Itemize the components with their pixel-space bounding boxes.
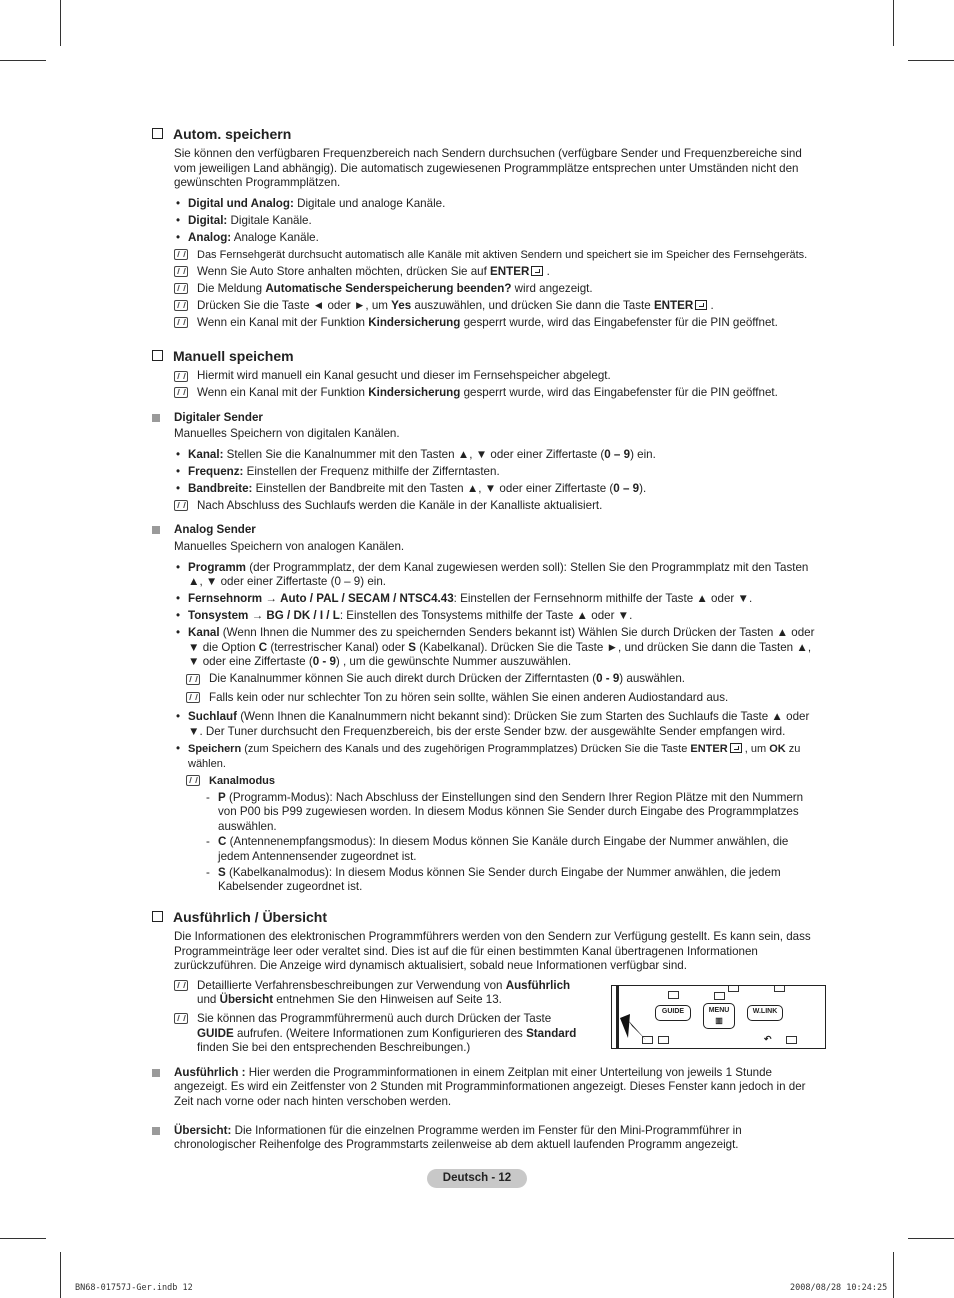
note-icon <box>174 249 188 260</box>
remote-key-icon <box>774 985 785 992</box>
remote-key-icon <box>642 1036 653 1044</box>
list-item: • Speichern (zum Speichern des Kanals und des zugehörigen Programmplatzes) Drücken Sie die Taste ENTER , um OK zu wählen. <box>176 741 801 770</box>
note: Drücken Sie die Taste ◄ oder ►, um Yes auszuwählen, und drücken Sie dann die Taste ENTER . <box>174 299 822 314</box>
list-item: • Suchlauf (Wenn Ihnen die Kanalnummern nicht bekannt sind): Drücken Sie zum Starten des Suchlaufs die Taste ▲ oder ▼. Der Tuner durchsucht den Frequenzbereich, bis der erste Sender bzw. der ausgewählte Sender empfangen wird. <box>176 710 810 738</box>
print-date-info: 2008/08/28 10:24:25 <box>790 1283 888 1293</box>
list-item: • Bandbreite: Einstellen der Bandbreite mit den Tasten ▲, ▼ oder einer Ziffertaste (0 – 9). <box>176 481 647 495</box>
note: Wenn ein Kanal mit der Funktion Kindersicherung gesperrt wurde, wird das Eingabefenster für die PIN geöffnet. <box>174 316 822 331</box>
crop-mark <box>60 1252 61 1298</box>
note-icon <box>186 775 200 786</box>
checkbox-icon <box>152 911 163 922</box>
note-icon <box>186 692 200 703</box>
note: Hiermit wird manuell ein Kanal gesucht und dieser im Fernsehspeicher abgelegt. <box>174 369 822 384</box>
list-item: • Analog: Analoge Kanäle. <box>176 230 319 244</box>
note-icon <box>174 317 188 328</box>
list-item: • Programm (der Programmplatz, der dem Kanal zugewiesen werden soll): Stellen Sie den Programmplatz mit den Tasten ▲, ▼ oder einer Ziffertaste (0 – 9) ein. <box>176 560 809 589</box>
subsection-heading: Digitaler Sender <box>152 411 822 426</box>
list-item: • Digital: Digitale Kanäle. <box>176 213 312 227</box>
square-bullet-icon <box>152 1127 160 1135</box>
note: Wenn Sie Auto Store anhalten möchten, drücken Sie auf ENTER . <box>174 265 822 280</box>
square-bullet-icon <box>152 414 160 422</box>
note-icon <box>186 674 200 685</box>
enter-icon <box>531 266 543 276</box>
checkbox-icon <box>152 350 163 361</box>
square-bullet-icon <box>152 526 160 534</box>
list-item: - P (Programm-Modus): Nach Abschluss der Einstellungen sind den Sendern Ihrer Region Plätze mit den Nummern von P00 bis P99 zugewiesen worden. In diesem Modus können Sie Sender durch Eingabe des Programmplatzes auswählen. <box>206 790 804 833</box>
return-icon: ↶ <box>764 1034 772 1044</box>
list-item: Übersicht: Die Informationen für die einzelnen Programme werden im Fenster für den Mini-Programmführer in chronologischer Reihenfolge des Programmstarts zeilenweise ab dem aktuell laufenden Programm angezeigt. <box>152 1124 822 1153</box>
hand-icon <box>174 1013 188 1024</box>
note: Falls kein oder nur schlechter Ton zu hören sein sollte, wählen Sie einen anderen Audiostandard aus. <box>186 691 822 706</box>
list-item: - S (Kabelkanalmodus): In diesem Modus können Sie Sender durch Eingabe der Nummer anwählen, die jedem Kabelsender zugeordnet ist. <box>206 865 781 894</box>
note-icon <box>174 980 188 991</box>
guide-button: GUIDE <box>655 1005 691 1021</box>
crop-mark <box>0 60 46 61</box>
remote-key-icon <box>668 991 679 999</box>
section-manuell-speichern: Manuell speichem Hiermit wird manuell ein Kanal gesucht und dieser im Fernsehspeicher abgelegt. Wenn ein Kanal mit der Funktion Kindersicherung gesperrt wurde, wird das Eingabefenster für die PIN geöffnet. Digitaler Sender Manuelles Speichern von digitalen Kanälen. • Kanal: Stellen Sie die Kanalnummer mit den Tasten ▲, ▼ oder einer Ziffertaste (0 – 9) ein. • Frequenz: Einstellen der Frequenz mithilfe der Zifferntasten. • Bandbreite: Einstellen der Bandbreite mit den Tasten ▲, ▼ oder einer Ziffertaste (0 – 9). Nach Abschluss des Suchlaufs werden die Kanäle in der Kanalliste aktualisiert. Analog Sender Manuelles Speichern von analogen Kanälen. • Programm (der Programmplatz, der dem Kanal zugewiesen werden soll): Stellen Sie den Programmplatz mit den Tasten ▲, ▼ oder einer Ziffertaste (0 – 9) ein. • Fernsehnorm → Auto / PAL / SECAM / NTSC4.43: Einstellen der Fernsehnorm mithilfe der Taste ▲ oder ▼. • Tonsystem → BG / DK / I / L: Einstellen des Tonsystems mithilfe der Taste ▲ oder ▼. • Kanal (Wenn Ihnen die Nummer des zu speichernden Senders bekannt ist) Wählen Sie durch Drücken der Tasten ▲ oder ▼ die Option C (terrestrischer Kanal) oder S (Kabelkanal). Drücken Sie die Taste ►, und drücken Sie dann die Tasten ▲, ▼ oder eine Ziffertaste (0 - 9) , um die gewünschte Nummer auszuwählen. Die Kanalnummer können Sie auch direkt durch Drücken der Zifferntasten (0 - 9) auswählen. Falls kein oder nur schlechter Ton zu hören sein sollte, wählen Sie einen anderen Audiostandard aus. • Suchlauf (Wenn Ihnen die Kanalnummern nicht bekannt sind): Drücken Sie zum Starten des Suchlaufs die Taste ▲ oder ▼. Der Tuner durchsucht den Frequenzbereich, bis der erste Sender bzw. der ausgewählte Sender empfangen wird. • Speichern (zum Speichern des Kanals und des zugehörigen Programmplatzes) Drücken Sie die Taste ENTER , um OK zu wählen. Kanalmodus - P (Programm-Modus): Nach Abschluss der Einstellungen sind den Sendern Ihrer Region Plätze mit den Nummern von P00 bis P99 zugewiesen worden. In diesem Modus können Sie Sender durch Eingabe des Programmplatzes auswählen. - C (Antennenempfangsmodus): In diesem Modus können Sie Kanäle durch Eingabe der Nummer anwählen, die jedem Antennensender zugeordnet ist. - S (Kabelkanalmodus): In diesem Modus können Sie Sender durch Eingabe der Nummer anwählen, die jedem Kabelsender zugeordnet ist. <box>152 347 822 896</box>
enter-icon <box>730 743 742 753</box>
list-item: - C (Antennenempfangsmodus): In diesem Modus können Sie Kanäle durch Eingabe der Nummer anwählen, die jedem Antennensender zugeordnet ist. <box>206 835 789 863</box>
crop-mark <box>893 0 894 46</box>
list-item: • Tonsystem → BG / DK / I / L: Einstellen des Tonsystems mithilfe der Taste ▲ oder ▼. <box>176 609 633 623</box>
remote-key-icon <box>786 1036 797 1044</box>
note: Das Fernsehgerät durchsucht automatisch alle Kanäle mit aktiven Sendern und speichert sie im Speicher des Fernsehgeräts. <box>174 248 822 263</box>
crop-mark <box>60 0 61 46</box>
remote-key-icon <box>658 1036 669 1044</box>
section-autom-speichern <box>152 125 822 333</box>
list-item: Ausführlich : Hier werden die Programminformationen in einem Zeitplan mit einer Unterteilung von jeweils 1 Stunde angezeigt. Es wird ein Zeitfenster von 2 Stunden mit Programminformationen angezeigt. Dieses Fenster kann jedoch in der Zeit nach vorne oder nach hinten verschoben werden. <box>152 1066 822 1110</box>
crop-mark <box>893 1252 894 1298</box>
section-heading: Autom. speichern <box>152 125 822 143</box>
note-icon <box>174 500 188 511</box>
remote-key-icon <box>714 992 725 1000</box>
note: Die Meldung Automatische Senderspeicherung beenden? wird angezeigt. <box>174 282 822 297</box>
list-item: • Kanal (Wenn Ihnen die Nummer des zu speichernden Senders bekannt ist) Wählen Sie durch Drücken der Tasten ▲ oder ▼ die Option C (terrestrischer Kanal) oder S (Kabelkanal). Drücken Sie die Taste ►, und drücken Sie dann die Tasten ▲, ▼ oder eine Ziffertaste (0 - 9) , um die gewünschte Nummer auszuwählen. <box>176 626 815 669</box>
list-item: • Kanal: Stellen Sie die Kanalnummer mit den Tasten ▲, ▼ oder einer Ziffertaste (0 – 9) ein. <box>176 447 656 461</box>
wlink-button: W.LINK <box>747 1005 783 1021</box>
note: Sie können das Programmführermenü auch durch Drücken der Taste GUIDE aufrufen. (Weitere Informationen zum Konfigurieren des Standard finden Sie bei den entsprechenden Beschreibungen.) <box>174 1012 586 1056</box>
note: Nach Abschluss des Suchlaufs werden die Kanäle in der Kanalliste aktualisiert. <box>174 499 822 514</box>
list-item: • Fernsehnorm → Auto / PAL / SECAM / NTSC4.43: Einstellen der Fernsehnorm mithilfe der Taste ▲ oder ▼. <box>176 592 753 606</box>
checkbox-icon <box>152 128 163 139</box>
print-file-info: BN68-01757J-Ger.indb 12 <box>75 1283 193 1293</box>
section-heading: Ausführlich / Übersicht <box>152 908 822 926</box>
list-item: • Frequenz: Einstellen der Frequenz mithilfe der Zifferntasten. <box>176 464 500 478</box>
subsection-heading: Analog Sender <box>152 523 822 538</box>
note-icon <box>174 300 188 311</box>
crop-mark <box>908 60 954 61</box>
note-icon <box>174 266 188 277</box>
intro-text: Sie können den verfügbaren Frequenzbereich nach Sendern durchsuchen (verfügbare Sender und Frequenzbereiche sind vom jeweiligen Land abhängig). Die automatisch zugewiesenen Programmplätze entsprechen unter Umständen nicht den gewünschten Programmplätzen. <box>174 147 802 190</box>
note: Detaillierte Verfahrensbeschreibungen zur Verwendung von Ausführlich und Übersicht entnehmen Sie den Hinweisen auf Seite 13. <box>174 979 586 1008</box>
enter-icon <box>695 300 707 310</box>
note: Wenn ein Kanal mit der Funktion Kindersicherung gesperrt wurde, wird das Eingabefenster für die PIN geöffnet. <box>174 386 822 401</box>
note-icon <box>174 283 188 294</box>
note-icon <box>174 371 188 382</box>
section-ausfuehrlich-uebersicht: Ausführlich / Übersicht Die Informationen des elektronischen Programmführers werden von den Sendern zur Verfügung gestellt. Es kann sein, dass Programmeinträge leer oder veraltet sind. Dies ist auf die für einen bestimmten Kanal übertragenen Informationen zurückzuführen. Die Anzeige wird dynamisch aktualisiert, sobald neue Informationen verfügbar sind. Detaillierte Verfahrensbeschreibungen zur Verwendung von Ausführlich und Übersicht entnehmen Sie den Hinweisen auf Seite 13. Sie können das Programmführermenü auch durch Drücken der Taste GUIDE aufrufen. (Weitere Informationen zum Konfigurieren des Standard finden Sie bei den entsprechenden Beschreibungen.) Ausführlich : Hier werden die Programminformationen in einem Zeitplan mit einer Unterteilung von jeweils 1 Stunde angezeigt. Es wird ein Zeitfenster von 2 Stunden mit Programminformationen angezeigt. Dieses Fenster kann jedoch in der Zeit nach vorne oder nach hinten verschoben werden. Übersicht: Die Informationen für die einzelnen Programme werden im Fenster für den Mini-Programmführer in chronologischer Reihenfolge des Programmstarts zeilenweise ab dem aktuell laufenden Programm angezeigt. <box>152 908 822 1153</box>
remote-key-icon <box>728 985 739 992</box>
section-heading: Manuell speichem <box>152 347 822 365</box>
note: Die Kanalnummer können Sie auch direkt durch Drücken der Zifferntasten (0 - 9) auswählen. <box>186 672 822 687</box>
page-number-badge: Deutsch - 12 <box>427 1169 527 1188</box>
note-icon <box>174 387 188 398</box>
remote-control-image <box>611 985 826 1049</box>
square-bullet-icon <box>152 1069 160 1077</box>
note: Kanalmodus <box>186 774 822 789</box>
menu-button: MENU ▥ <box>703 1003 735 1029</box>
list-item: • Digital und Analog: Digitale und analoge Kanäle. <box>176 196 446 210</box>
crop-mark <box>908 1238 954 1239</box>
crop-mark <box>0 1238 46 1239</box>
